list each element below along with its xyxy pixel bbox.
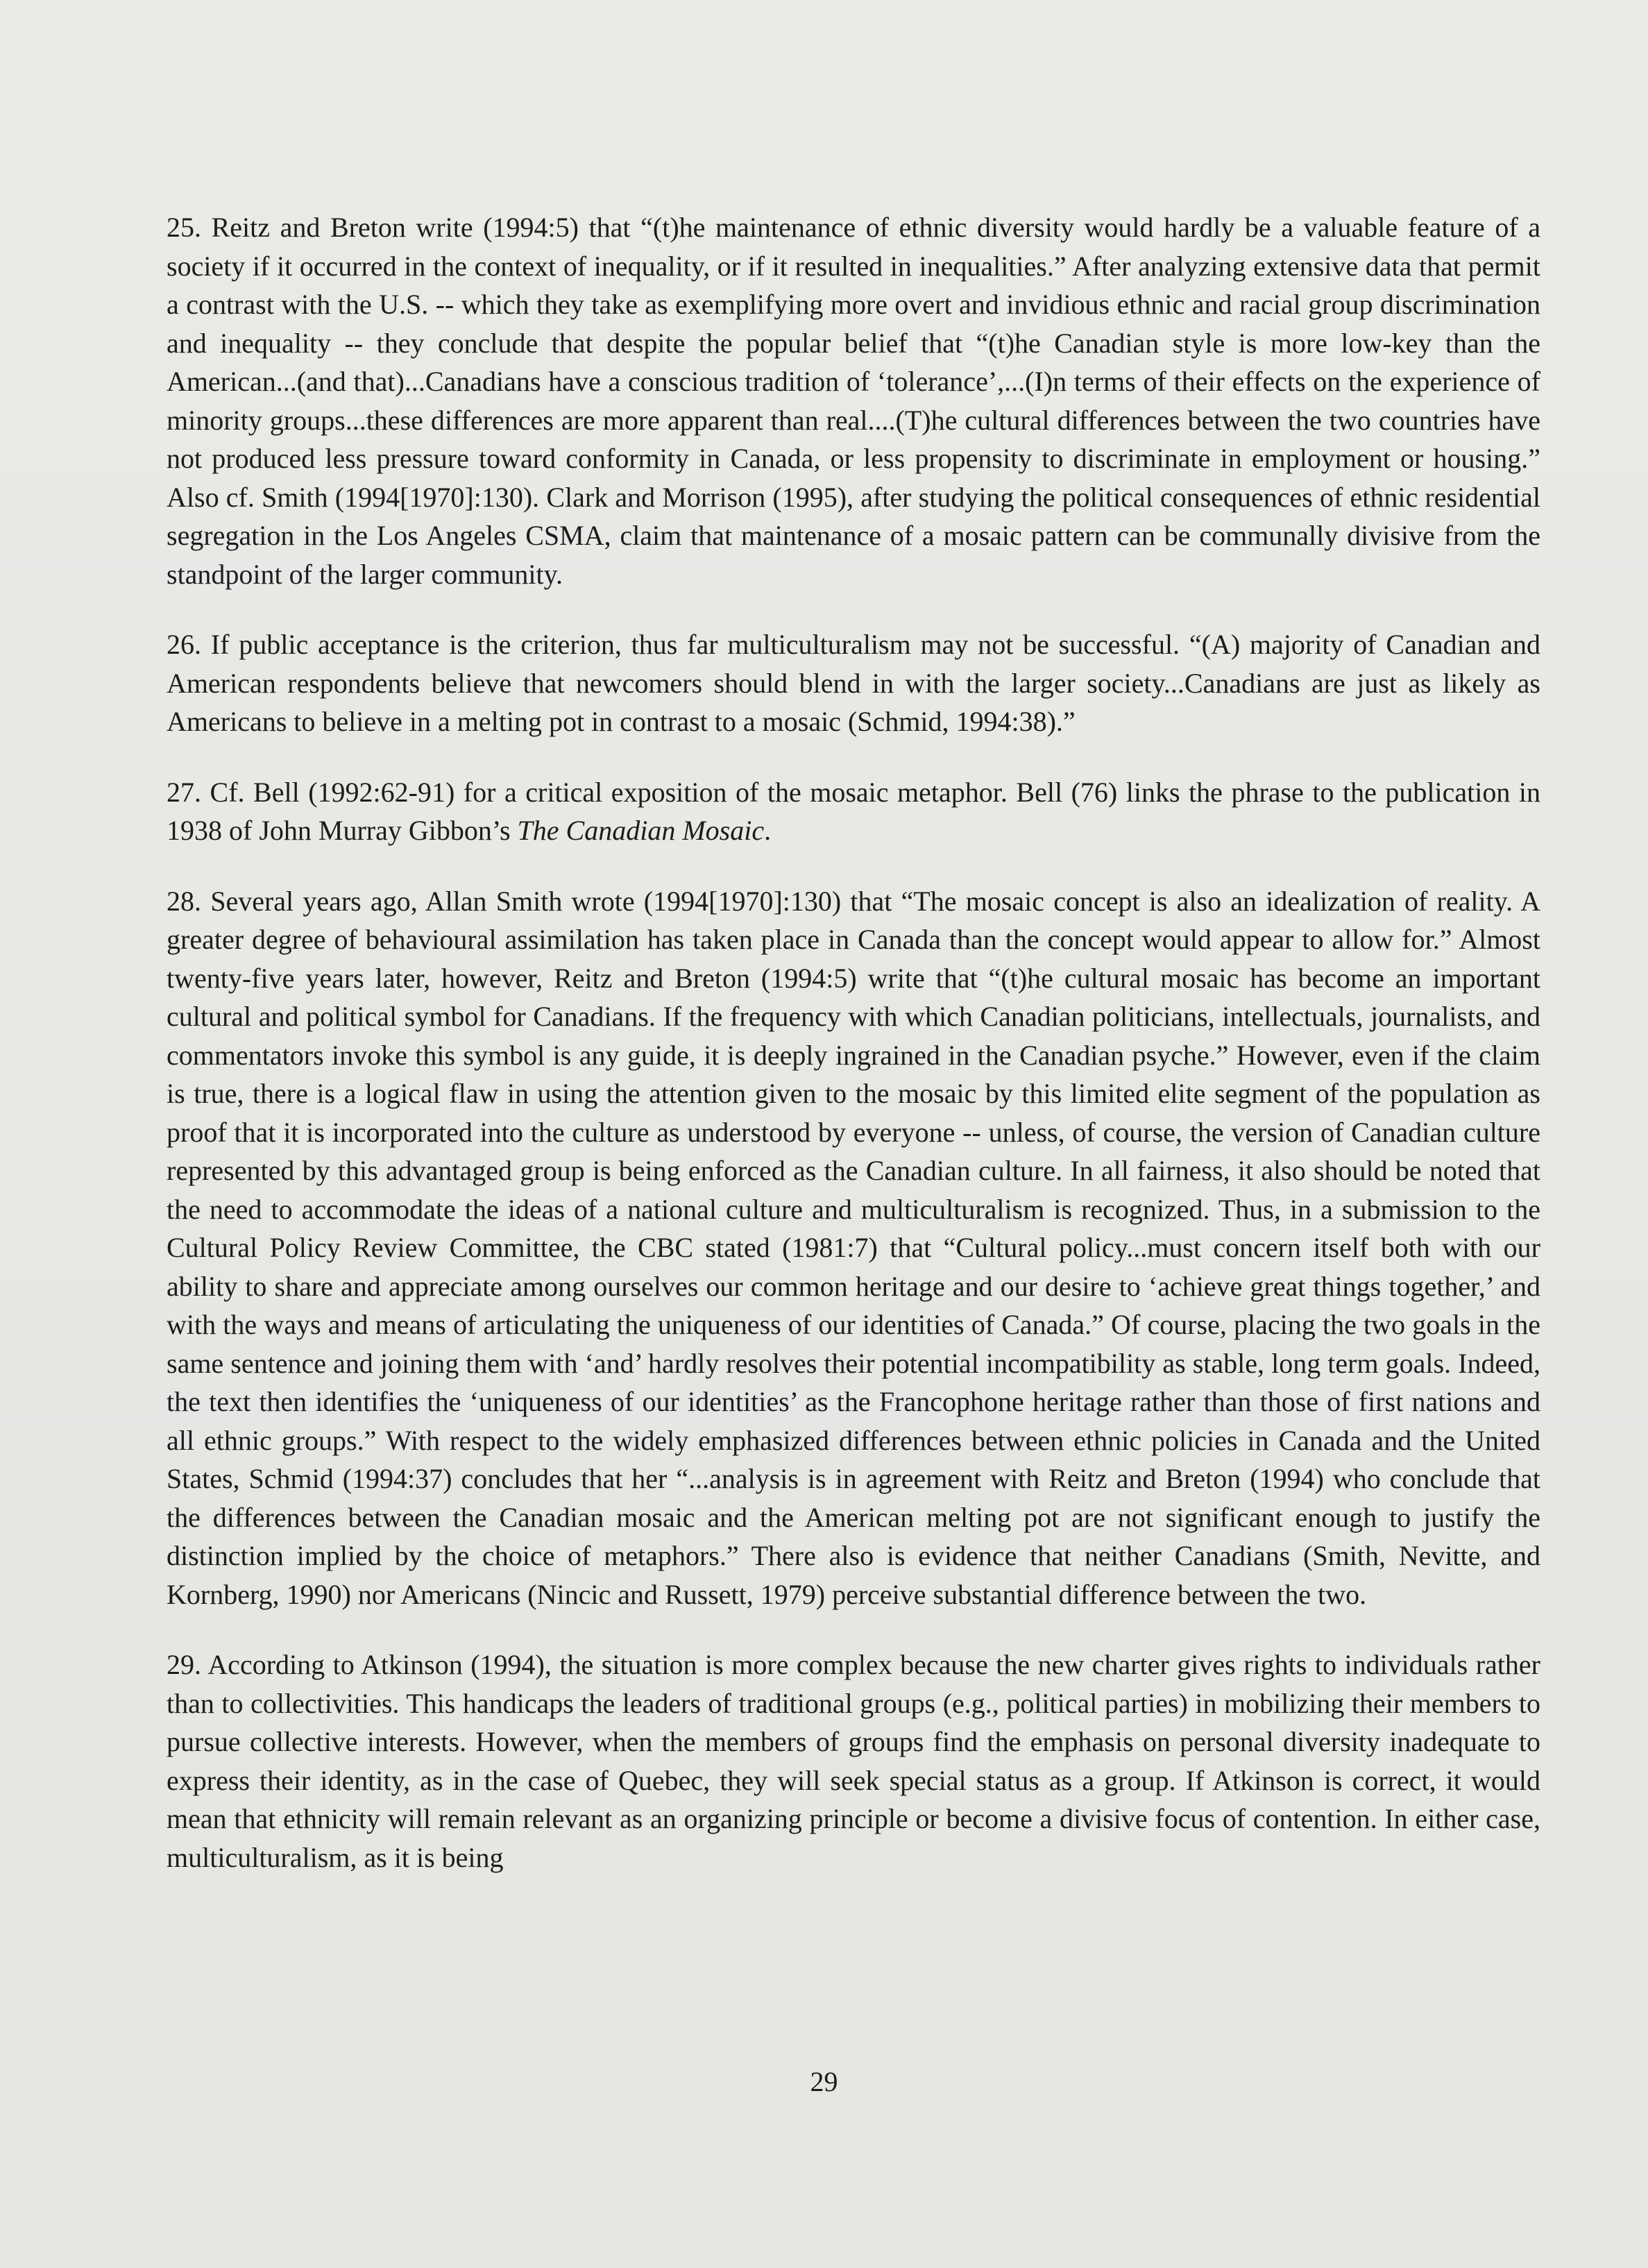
endnote-26: 26. If public acceptance is the criterion, thus far multiculturalism may not be successful. “(A) majority of Canadian and American respondents believe that newcomers should blend in with the larger society...Canadians are just as likely as Americans to believe in a melting pot in contrast to a mosaic (Schmid, 1994:38).” (167, 629, 1540, 737)
endnote-27-text: 27. Cf. Bell (1992:62-91) for a critical exposition of the mosaic metaphor. Bell (76) links the phrase to the publication in 1938 of John Murray Gibbon’s (167, 776, 1540, 846)
endnote-29: 29. According to Atkinson (1994), the situation is more complex because the new charter gives rights to individuals rather than to collectivities. This handicaps the leaders of traditional groups (e.g., political parties) in mobilizing their members to pursue collective interests. However, when the members of groups find the emphasis on personal diversity inadequate to express their identity, as in the case of Quebec, they will seek special status as a group. If Atkinson is correct, it would mean that ethnicity will remain relevant as an organizing principle or become a divisive focus of contention. In either case, multiculturalism, as it is being (167, 1649, 1540, 1873)
endnote-25: 25. Reitz and Breton write (1994:5) that “(t)he maintenance of ethnic diversity would hardly be a valuable feature of a society if it occurred in the context of inequality, or if it resulted in inequalities.” After analyzing extensive data that permit a contrast with the U.S. -- which they take as exemplifying more overt and invidious ethnic and racial group discrimination and inequality -- they conclude that despite the popular belief that “(t)he Canadian style is more low-key than the American...(and that)...Canadians have a conscious tradition of ‘tolerance’,...(I)n terms of their effects on the experience of minority groups...these differences are more apparent than real....(T)he cultural differences between the two countries have not produced less pressure toward conformity in Canada, or less propensity to discriminate in employment or housing.” Also cf. Smith (1994[1970]:130). Clark and Morrison (1995), after studying the political consequences of ethnic residential segregation in the Los Angeles CSMA, claim that maintenance of a mosaic pattern can be communally divisive from the standpoint of the larger community. (167, 212, 1540, 590)
endnote-27-end: . (764, 815, 772, 846)
endnote-27 (167, 773, 1540, 850)
book-title: The Canadian Mosaic (517, 815, 765, 846)
endnote-28: 28. Several years ago, Allan Smith wrote (1994[1970]:130) that “The mosaic concept is also an idealization of reality. A greater degree of behavioural assimilation has taken place in Canada than the concept would appear to allow for.” Almost twenty-five years later, however, Reitz and Breton (1994:5) write that “(t)he cultural mosaic has become an important cultural and political symbol for Canadians. If the frequency with which Canadian politicians, intellectuals, journalists, and commentators invoke this symbol is any guide, it is deeply ingrained in the Canadian psyche.” However, even if the claim is true, there is a logical flaw in using the attention given to the mosaic by this limited elite segment of the population as proof that it is incorporated into the culture as understood by everyone -- unless, of course, the version of Canadian culture represented by this advantaged group is being enforced as the Canadian culture. In all fairness, it also should be noted that the need to accommodate the ideas of a national culture and multiculturalism is recognized. Thus, in a submission to the Cultural Policy Review Committee, the CBC stated (1981:7) that “Cultural policy...must concern itself both with our ability to share and appreciate among ourselves our common heritage and our desire to ‘achieve great things together,’ and with the ways and means of articulating the uniqueness of our identities of Canada.” Of course, placing the two goals in the same sentence and joining them with ‘and’ hardly resolves their potential incompatibility as stable, long term goals. Indeed, the text then identifies the ‘uniqueness of our identities’ as the Francophone heritage rather than those of first nations and all ethnic groups.” With respect to the widely emphasized differences between ethnic policies in Canada and the United States, Schmid (1994:37) concludes that her “...analysis is in agreement with Reitz and Breton (1994) who conclude that the differences between the Canadian mosaic and the American melting pot are not significant enough to justify the distinction implied by the choice of metaphors.” There also is evidence that neither Canadians (Smith, Nevitte, and Kornberg, 1990) nor Americans (Nincic and Russett, 1979) perceive substantial difference between the two. (167, 885, 1540, 1610)
page-number: 29 (810, 2066, 838, 2097)
endnotes-body (167, 208, 1540, 1909)
